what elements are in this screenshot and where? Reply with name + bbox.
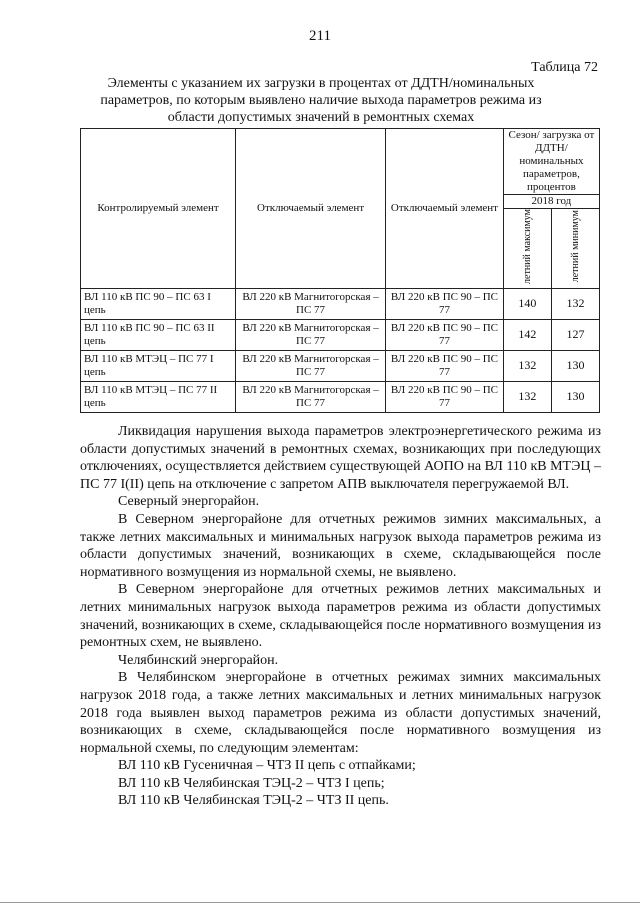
paragraph-north-repair: В Северном энергорайоне для отчетных режимов летних максимальных и летних минимальных нагрузок выхода параметров режима из области допустимых значений, возникающих в схеме, складывающейся после нормативного возмущения из ремонтных схем, не выявлено.	[80, 582, 601, 651]
header-year: 2018 год	[503, 195, 599, 209]
section-heading-north: Северный энергорайон.	[118, 494, 260, 510]
cell-disconnected-1: ВЛ 220 кВ Магнитогорская – ПС 77	[236, 350, 386, 381]
cell-disconnected-1: ВЛ 220 кВ Магнитогорская – ПС 77	[236, 381, 386, 412]
header-summer-min-label: летний минимум	[569, 210, 581, 283]
list-item: ВЛ 110 кВ Челябинская ТЭЦ-2 – ЧТЗ I цепь;	[118, 775, 385, 791]
cell-summer-max: 132	[503, 350, 551, 381]
paragraph-chelyabinsk: В Челябинском энергорайоне в отчетных режимах зимних максимальных нагрузок 2018 года, а также летних максимальных и летних минимальных нагрузок 2018 года выявлен выход параметров режима из области допустимых значений, возникающих в схеме, складывающейся после нормативного возмущения из нормальной схемы, по следующим элементам:	[80, 670, 601, 756]
header-summer-max	[503, 209, 551, 289]
cell-summer-max: 132	[503, 381, 551, 412]
cell-disconnected-2: ВЛ 220 кВ ПС 90 – ПС 77	[386, 350, 504, 381]
header-summer-max-label: летний максимум	[521, 209, 533, 284]
cell-controlled: ВЛ 110 кВ МТЭЦ – ПС 77 II цепь	[81, 381, 236, 412]
table-title: Элементы с указанием их загрузки в процентах от ДДТН/номинальных параметров, по которым выявлено наличие выхода параметров режима из области допустимых значений в ремонтных схемах	[100, 76, 542, 125]
cell-controlled: ВЛ 110 кВ ПС 90 – ПС 63 II цепь	[81, 319, 236, 350]
cell-controlled: ВЛ 110 кВ МТЭЦ – ПС 77 I цепь	[81, 350, 236, 381]
cell-summer-min: 127	[551, 319, 599, 350]
cell-summer-min: 132	[551, 288, 599, 319]
cell-controlled: ВЛ 110 кВ ПС 90 – ПС 63 I цепь	[81, 288, 236, 319]
list-item: ВЛ 110 кВ Гусеничная – ЧТЗ II цепь с отпайками;	[118, 758, 416, 774]
header-disconnected-element-1: Отключаемый элемент	[236, 129, 386, 289]
cell-disconnected-1: ВЛ 220 кВ Магнитогорская – ПС 77	[236, 319, 386, 350]
cell-disconnected-1: ВЛ 220 кВ Магнитогорская – ПС 77	[236, 288, 386, 319]
header-season-load: Сезон/ загрузка от ДДТН/ номинальных параметров, процентов	[503, 129, 599, 195]
cell-summer-max: 140	[503, 288, 551, 319]
cell-disconnected-2: ВЛ 220 кВ ПС 90 – ПС 77	[386, 319, 504, 350]
cell-disconnected-2: ВЛ 220 кВ ПС 90 – ПС 77	[386, 288, 504, 319]
table-row	[81, 350, 600, 381]
page-number: 211	[309, 28, 331, 44]
cell-summer-max: 142	[503, 319, 551, 350]
table-row	[81, 319, 600, 350]
header-controlled-element: Контролируемый элемент	[81, 129, 236, 289]
overload-table	[80, 128, 600, 413]
table-row	[81, 381, 600, 412]
header-disconnected-element-2: Отключаемый элемент	[386, 129, 504, 289]
table-row	[81, 288, 600, 319]
bottom-rule	[0, 902, 640, 903]
paragraph-aopo: Ликвидация нарушения выхода параметров электроэнергетического режима из области допустимых значений в ремонтных схемах, возникающих при последующих отключениях, осуществляется действием существующей АОПО на ВЛ 110 кВ МТЭЦ – ПС 77 I(II) цепь на отключение с запретом АПВ выключателя перегружаемой ВЛ.	[80, 424, 601, 492]
paragraph-north-normal: В Северном энергорайоне для отчетных режимов зимних максимальных, а также летних максимальных и минимальных нагрузок выхода параметров режима из области допустимых значений, возникающих в схеме, складывающейся после нормативного возмущения из нормальной схемы, не выявлено.	[80, 511, 601, 580]
cell-summer-min: 130	[551, 381, 599, 412]
header-summer-min	[551, 209, 599, 289]
cell-disconnected-2: ВЛ 220 кВ ПС 90 – ПС 77	[386, 381, 504, 412]
section-heading-chelyabinsk: Челябинский энергорайон.	[118, 652, 279, 668]
body-text	[80, 423, 601, 810]
list-item: ВЛ 110 кВ Челябинская ТЭЦ-2 – ЧТЗ II цепь.	[118, 793, 389, 809]
table-caption: Таблица 72	[531, 60, 598, 75]
cell-summer-min: 130	[551, 350, 599, 381]
